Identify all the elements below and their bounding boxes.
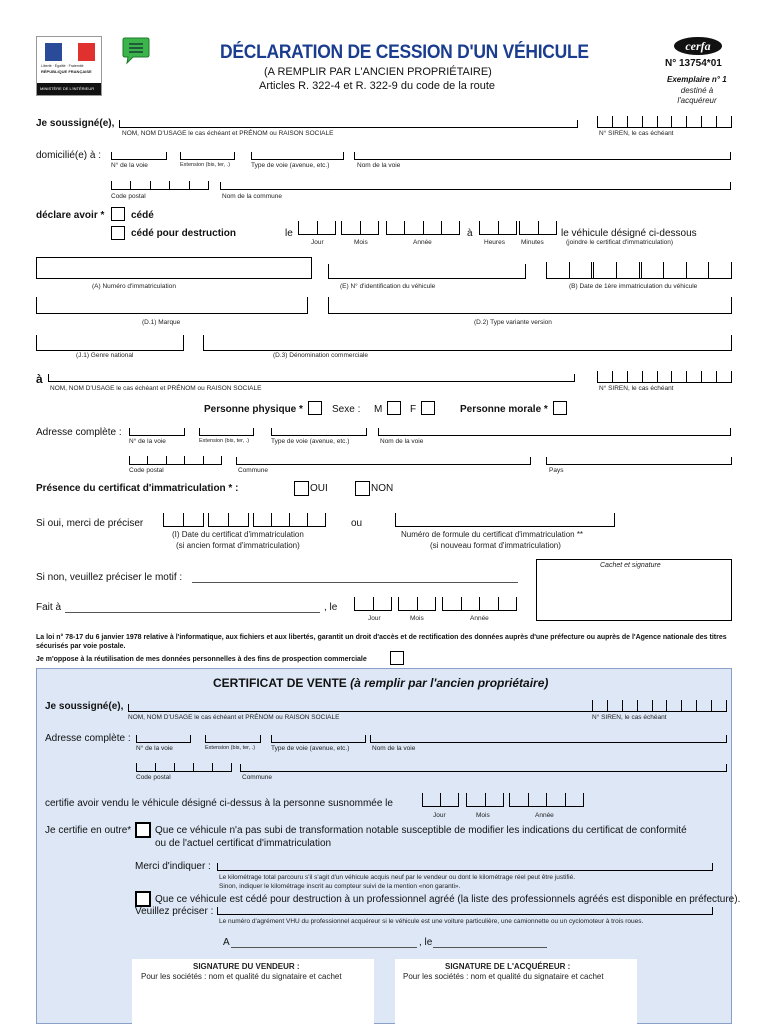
no-transform-checkbox[interactable] bbox=[135, 822, 151, 838]
mileage-hint-2: Sinon, indiquer le kilométrage inscrit au compteur suivi de la mention «non garanti». bbox=[219, 883, 461, 890]
seller-street-type[interactable] bbox=[251, 152, 344, 160]
seller-commune[interactable] bbox=[220, 182, 731, 190]
no-transform-text: Que ce véhicule n'a pas subi de transformation notable susceptible de modifier les indications du certificat de conformité bbox=[155, 825, 687, 836]
sale-certify-sold: certifie avoir vendu le véhicule désigné ci-dessus à la personne susnommée le bbox=[45, 798, 393, 809]
seller-street-name[interactable] bbox=[354, 152, 731, 160]
marianne-flag-icon bbox=[45, 43, 95, 61]
buyer-country-hint: Pays bbox=[549, 467, 564, 474]
motto: Liberté · Égalité · Fraternité bbox=[41, 64, 84, 68]
sale-undersigned: Je soussigné(e), bbox=[45, 701, 124, 712]
sale-postal-hint: Code postal bbox=[136, 774, 171, 781]
type-variant-field[interactable] bbox=[328, 297, 732, 314]
buyer-street-type[interactable] bbox=[271, 428, 367, 436]
sale-extension-hint: Extension (bis, ter, .) bbox=[205, 745, 256, 751]
cert-form-hint: Numéro de formule du certificat d'immatriculation ** bbox=[401, 530, 584, 539]
vin-field[interactable] bbox=[328, 264, 526, 279]
mileage-hint-1: Le kilométrage total parcouru s'il s'agit d'un véhicule acquis neuf par le vendeur ou dont le kilométrage réel peut être justifié. bbox=[219, 874, 576, 881]
ceded-label: cédé bbox=[131, 210, 154, 221]
cert-non-label: NON bbox=[371, 483, 394, 494]
no-transform-text-2: ou de l'actuel certificat d'immatriculation bbox=[155, 838, 332, 849]
mileage-field[interactable] bbox=[217, 863, 713, 871]
sale-place-le: , le bbox=[419, 937, 433, 948]
sale-place-field[interactable] bbox=[231, 947, 417, 948]
seller-commune-hint: Nom de la commune bbox=[222, 193, 282, 200]
cert-form-number[interactable] bbox=[395, 513, 615, 527]
vehicle-designated: le véhicule désigné ci-dessous bbox=[561, 228, 697, 239]
sale-commune-hint: Commune bbox=[242, 774, 272, 781]
made-at-label: Fait à bbox=[36, 602, 62, 613]
sale-siren-hint: N° SIREN, le cas échéant bbox=[592, 714, 667, 721]
cession-month[interactable] bbox=[341, 221, 379, 235]
made-at-field[interactable] bbox=[65, 612, 320, 613]
form-subtitle: (A REMPLIR PAR L'ANCIEN PROPRIÉTAIRE) bbox=[264, 66, 492, 78]
cert-presence-label: Présence du certificat d'immatriculation * : bbox=[36, 483, 239, 494]
ministry-logo bbox=[36, 36, 102, 96]
buyer-address-label: Adresse complète : bbox=[36, 427, 122, 438]
form-articles: Articles R. 322-4 et R. 322-9 du code de la route bbox=[259, 80, 496, 92]
cert-new-format: (si nouveau format d'immatriculation) bbox=[430, 541, 561, 550]
buyer-extension-hint: Extension (bis, ter, .) bbox=[199, 438, 250, 444]
please-specify: Veuillez préciser : bbox=[135, 906, 214, 917]
cert-motif-field[interactable] bbox=[192, 582, 518, 583]
buyer-postal-hint: Code postal bbox=[129, 467, 164, 474]
national-genre-field[interactable] bbox=[36, 335, 184, 351]
cerfa-number: N° 13754*01 bbox=[665, 58, 722, 69]
made-day[interactable] bbox=[354, 597, 392, 611]
sale-title-main: CERTIFICAT DE VENTE bbox=[213, 676, 347, 690]
make-hint: (D.1) Marque bbox=[142, 319, 181, 326]
seller-sig-title: SIGNATURE DU VENDEUR : bbox=[193, 962, 300, 971]
sale-title-note: (à remplir par l'ancien propriétaire) bbox=[350, 676, 549, 690]
buyer-extension[interactable] bbox=[199, 428, 254, 436]
sale-postal-code[interactable] bbox=[136, 763, 232, 772]
seller-extension[interactable] bbox=[180, 152, 235, 160]
ceded-checkbox[interactable] bbox=[111, 207, 125, 221]
law-notice: La loi n° 78-17 du 6 janvier 1978 relative à l'informatique, aux fichiers et aux libertés, garantit un droit d'accès et de rectification des données auprès d'une préfecture ou auprès de l'Agence nationale des titres sécurisés par voie postale. bbox=[36, 634, 727, 650]
made-month-hint: Mois bbox=[410, 615, 424, 622]
cert-old-format: (si ancien format d'immatriculation) bbox=[176, 541, 300, 550]
seller-domicile: domicilié(e) à : bbox=[36, 150, 102, 161]
sex-f-label: F bbox=[410, 404, 417, 415]
made-year-hint: Année bbox=[470, 615, 489, 622]
ceded-destruction-checkbox[interactable] bbox=[111, 226, 125, 240]
sale-extension[interactable] bbox=[205, 735, 261, 743]
sale-name-field[interactable] bbox=[128, 704, 608, 712]
made-month[interactable] bbox=[398, 597, 436, 611]
seller-undersigned: Je soussigné(e), bbox=[36, 118, 115, 129]
attach-cert: (joindre le certificat d'immatriculation) bbox=[566, 239, 674, 246]
make-field[interactable] bbox=[36, 297, 308, 314]
buyer-name-hint: NOM, NOM D'USAGE le cas échéant et PRÉNOM ou RAISON SOCIALE bbox=[50, 385, 262, 392]
form-title: DÉCLARATION DE CESSION D'UN VÉHICULE bbox=[220, 42, 589, 63]
sale-street-name-hint: Nom de la voie bbox=[372, 745, 416, 752]
oppose-notice: Je m'oppose à la réutilisation de mes données personnelles à des fins de prospection commerciale bbox=[36, 656, 367, 663]
seller-postal-hint: Code postal bbox=[111, 193, 146, 200]
physical-person-label: Personne physique * bbox=[204, 404, 303, 415]
ceded-destruction-label: cédé pour destruction bbox=[131, 228, 237, 239]
buyer-country[interactable] bbox=[546, 457, 732, 465]
copy-title: Exemplaire n° 1 bbox=[667, 75, 727, 84]
seller-sig-note: Pour les sociétés : nom et qualité du signataire et cachet bbox=[141, 972, 342, 981]
sex-m-label: M bbox=[374, 404, 383, 415]
seller-name-hint: NOM, NOM D'USAGE le cas échéant et PRÉNOM ou RAISON SOCIALE bbox=[122, 130, 334, 137]
sale-title bbox=[213, 676, 548, 690]
vin-hint: (E) N° d'identification du véhicule bbox=[340, 283, 436, 290]
stamp-label: Cachet et signature bbox=[600, 562, 661, 569]
made-le-label: , le bbox=[324, 602, 338, 613]
buyer-commune-hint: Commune bbox=[238, 467, 268, 474]
seller-street-no[interactable] bbox=[111, 152, 167, 160]
cert-date-month[interactable] bbox=[208, 513, 249, 527]
seller-street-name-hint: Nom de la voie bbox=[357, 162, 401, 169]
destruction-checkbox[interactable] bbox=[135, 891, 151, 907]
cession-minutes[interactable] bbox=[519, 221, 557, 235]
sale-street-type[interactable] bbox=[271, 735, 366, 743]
buyer-commune[interactable] bbox=[236, 457, 531, 465]
buyer-name-field[interactable] bbox=[48, 374, 575, 382]
sale-month[interactable] bbox=[466, 793, 504, 807]
cession-year[interactable] bbox=[386, 221, 460, 235]
reg-number-hint: (A) Numéro d'immatriculation bbox=[92, 283, 176, 290]
seller-name-field[interactable] bbox=[119, 120, 578, 128]
sale-name-hint: NOM, NOM D'USAGE le cas échéant et PRÉNOM ou RAISON SOCIALE bbox=[128, 714, 340, 721]
cert-if-no: Si non, veuillez préciser le motif : bbox=[36, 572, 183, 583]
sale-day[interactable] bbox=[422, 793, 459, 807]
vhu-hint: Le numéro d'agrément VHU du professionnel acquéreur si le véhicule est une voiture particulière, une camionnette ou un cyclomoteur à trois roues. bbox=[219, 918, 644, 925]
first-reg-date-field[interactable] bbox=[546, 262, 732, 279]
national-genre-hint: (J.1) Genre national bbox=[76, 352, 134, 359]
sale-street-no[interactable] bbox=[136, 735, 191, 743]
cession-day[interactable] bbox=[298, 221, 336, 235]
physical-person-checkbox[interactable] bbox=[308, 401, 322, 415]
comment-icon[interactable] bbox=[121, 36, 151, 66]
minutes-hint: Minutes bbox=[521, 239, 544, 246]
buyer-street-name-hint: Nom de la voie bbox=[380, 438, 424, 445]
republic: RÉPUBLIQUE FRANÇAISE bbox=[41, 69, 92, 74]
legal-person-checkbox[interactable] bbox=[553, 401, 567, 415]
sale-day-hint: Jour bbox=[433, 812, 446, 819]
sale-street-no-hint: N° de la voie bbox=[136, 745, 173, 752]
sex-f-checkbox[interactable] bbox=[421, 401, 435, 415]
seller-extension-hint: Extension (bis, ter, .) bbox=[180, 162, 231, 168]
sale-address-label: Adresse complète : bbox=[45, 733, 131, 744]
cession-hours[interactable] bbox=[479, 221, 517, 235]
seller-street-no-hint: N° de la voie bbox=[111, 162, 148, 169]
seller-siren-field[interactable] bbox=[597, 116, 732, 128]
cert-oui-label: OUI bbox=[310, 483, 328, 494]
first-reg-hint: (B) Date de 1ère immatriculation du véhicule bbox=[569, 283, 698, 290]
commercial-name-field[interactable] bbox=[203, 335, 732, 351]
sex-label: Sexe : bbox=[332, 404, 361, 415]
sale-street-name[interactable] bbox=[370, 735, 727, 743]
sale-date-field[interactable] bbox=[433, 947, 547, 948]
month-hint: Mois bbox=[354, 239, 368, 246]
sale-commune[interactable] bbox=[240, 764, 727, 772]
cert-oui-checkbox[interactable] bbox=[294, 481, 309, 496]
sale-certify-also: Je certifie en outre* bbox=[45, 825, 132, 836]
cert-date-year[interactable] bbox=[253, 513, 326, 527]
cert-date-hint: (I) Date du certificat d'immatriculation bbox=[172, 530, 304, 539]
cert-non-checkbox[interactable] bbox=[355, 481, 370, 496]
buyer-postal-code[interactable] bbox=[129, 456, 222, 465]
cert-ou: ou bbox=[351, 518, 363, 529]
year-hint: Année bbox=[413, 239, 432, 246]
type-variant-hint: (D.2) Type variante version bbox=[474, 319, 552, 326]
buyer-street-no-hint: N° de la voie bbox=[129, 438, 166, 445]
vhu-field[interactable] bbox=[217, 907, 713, 915]
sale-certificate-panel bbox=[36, 668, 741, 1024]
ministry-name: MINISTÈRE DE L'INTÉRIEUR bbox=[40, 86, 95, 91]
buyer-sig-note: Pour les sociétés : nom et qualité du signataire et cachet bbox=[403, 972, 604, 981]
cert-date-day[interactable] bbox=[163, 513, 204, 527]
copy-destination: destiné à l'acquéreur bbox=[677, 86, 717, 105]
legal-person-label: Personne morale * bbox=[460, 404, 548, 415]
cert-if-yes: Si oui, merci de préciser bbox=[36, 518, 144, 529]
seller-siren-hint: N° SIREN, le cas échéant bbox=[599, 130, 674, 137]
time-a: à bbox=[467, 228, 473, 239]
seller-postal-code[interactable] bbox=[111, 181, 209, 190]
seller-street-type-hint: Type de voie (avenue, etc.) bbox=[251, 162, 330, 169]
declare-label: déclare avoir * bbox=[36, 210, 105, 221]
cerfa-logo: cerfa bbox=[674, 37, 722, 55]
buyer-a: à bbox=[36, 372, 43, 386]
buyer-sig-title: SIGNATURE DE L'ACQUÉREUR : bbox=[445, 962, 571, 971]
sale-year-hint: Année bbox=[535, 812, 554, 819]
sale-street-type-hint: Type de voie (avenue, etc.) bbox=[271, 745, 350, 752]
sale-year[interactable] bbox=[509, 793, 584, 807]
oppose-checkbox[interactable] bbox=[390, 651, 404, 665]
sale-siren-field[interactable] bbox=[592, 700, 727, 712]
destruction-text: Que ce véhicule est cédé pour destruction à un professionnel agréé (la liste des professionnels agréés est disponible en préfecture). bbox=[155, 894, 741, 905]
buyer-siren-field[interactable] bbox=[597, 371, 732, 383]
buyer-street-name[interactable] bbox=[378, 428, 731, 436]
buyer-siren-hint: N° SIREN, le cas échéant bbox=[599, 385, 674, 392]
made-day-hint: Jour bbox=[368, 615, 381, 622]
sex-m-checkbox[interactable] bbox=[387, 401, 401, 415]
buyer-street-no[interactable] bbox=[129, 428, 185, 436]
made-year[interactable] bbox=[442, 597, 517, 611]
buyer-street-type-hint: Type de voie (avenue, etc.) bbox=[271, 438, 350, 445]
sale-month-hint: Mois bbox=[476, 812, 490, 819]
hours-hint: Heures bbox=[484, 239, 505, 246]
date-le: le bbox=[285, 228, 293, 239]
sale-place-a: A bbox=[223, 937, 230, 948]
please-indicate: Merci d'indiquer : bbox=[135, 861, 211, 872]
reg-number-field[interactable] bbox=[36, 257, 312, 279]
commercial-name-hint: (D.3) Dénomination commerciale bbox=[273, 352, 369, 359]
day-hint: Jour bbox=[311, 239, 324, 246]
